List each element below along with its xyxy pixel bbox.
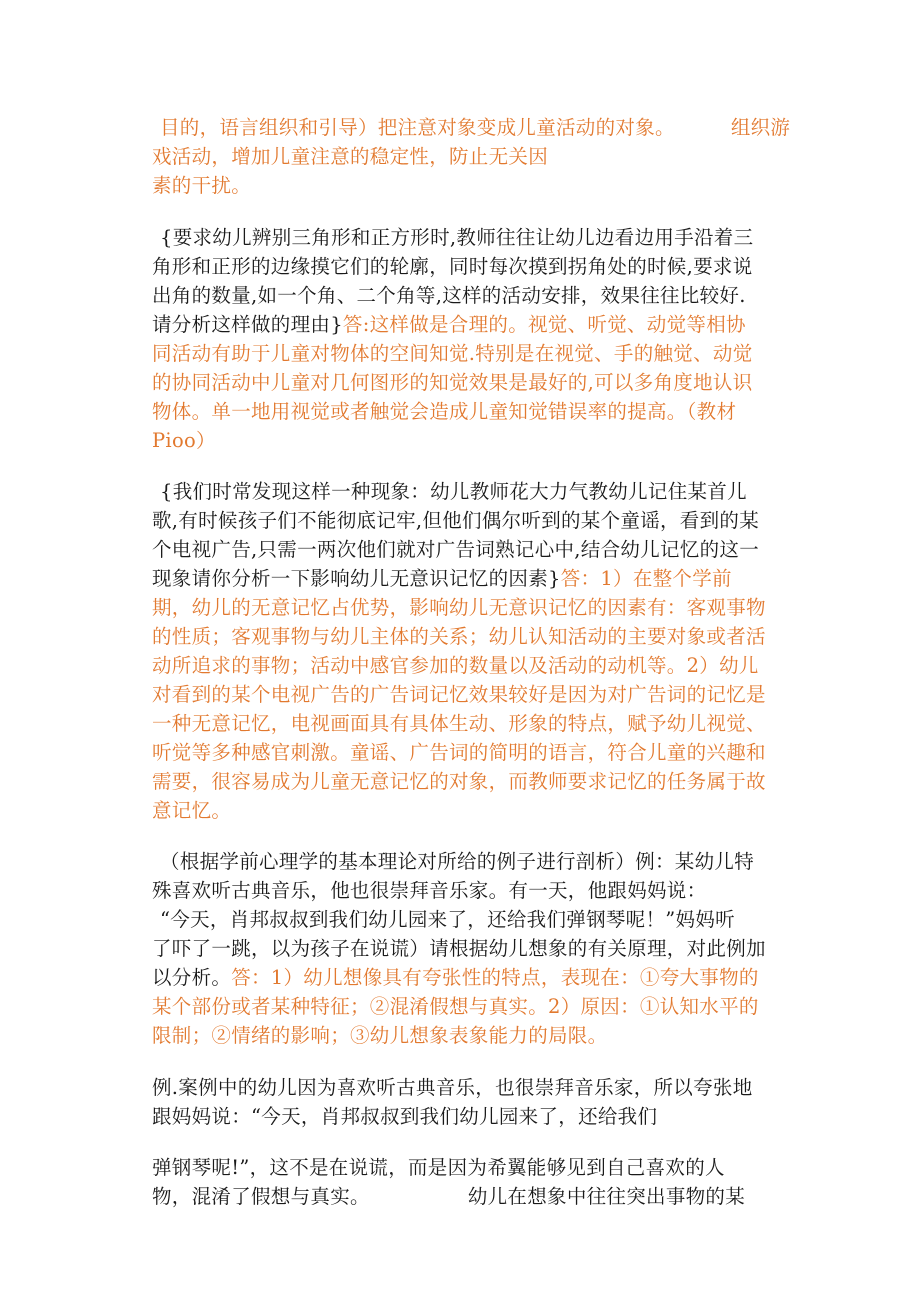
p2-question-line-3: 出角的数量,如一个角、二个角等,这样的活动安排，效果往往比较好. xyxy=(152,284,746,307)
p2-answer-line-3: 的协同活动中儿童对几何图形的知觉效果是最好的,可以多角度地认识 xyxy=(152,371,753,394)
p3-answer-line-7: 听觉等多种感官刺激。童谣、广告词的简明的语言，符合儿童的兴趣和 xyxy=(152,741,766,764)
p1-line-1-b: 组织游 xyxy=(730,116,791,139)
p3-question-line-2: 歌,有时候孩子们不能彻底记牢,但他们偶尔听到的某个童谣，看到的某 xyxy=(152,509,759,532)
p1-line-3: 素的干扰。 xyxy=(152,174,252,197)
p3-answer-line-3: 的性质；客观事物与幼儿主体的关系；幼儿认知活动的主要对象或者活 xyxy=(152,625,766,648)
p3-answer-line-5: 对看到的某个电视广告的广告词记忆效果较好是因为对广告词的记忆是 xyxy=(152,683,766,706)
p4-line-5 xyxy=(152,964,759,992)
p4-question-line-5: 以分析。 xyxy=(152,966,232,989)
p2-answer-line-2: 同活动有助于儿童对物体的空间知觉.特别是在视觉、手的触觉、动觉 xyxy=(152,342,753,365)
p4-answer-line-3: 限制；②情绪的影响；③幼儿想象表象能力的局限。 xyxy=(152,1024,608,1047)
p5-line-2: 跟妈妈说：“今天，肖邦叔叔到我们幼儿园来了，还给我们 xyxy=(152,1105,658,1128)
p3-question-line-1: {我们时常发现这样一种现象：幼儿教师花大力气教幼儿记住某首儿 xyxy=(160,480,747,503)
p3-answer-line-1: 答：1）在整个学前 xyxy=(560,567,732,590)
p3-question-line-4: 现象请你分析一下影响幼儿无意识记忆的因素} xyxy=(152,567,561,590)
p1-line-1-a: 目的，语言组织和引导）把注意对象变成儿童活动的对象。 xyxy=(160,116,675,139)
p2-question-line-4: 请分析这样做的理由} xyxy=(152,313,343,336)
p3-answer-line-6: 一种无意记忆，电视画面具有具体生动、形象的特点，赋予幼儿视觉、 xyxy=(152,712,766,735)
p4-question-line-4: 了吓了一跳，以为孩子在说谎）请根据幼儿想象的有关原理，对此例加 xyxy=(152,937,766,960)
p2-answer-line-1: 答:这样做是合理的。视觉、听觉、动觉等相协 xyxy=(342,313,746,336)
p3-answer-line-8: 需要，很容易成为儿童无意记忆的对象，而教师要求记忆的任务属于故 xyxy=(152,770,766,793)
p3-question-line-3: 个电视广告,只需一两次他们就对广告词熟记心中,结合幼儿记忆的这一 xyxy=(152,538,759,561)
p2-question-line-2: 角形和正形的边缘摸它们的轮廓，同时每次摸到拐角处的时候,要求说 xyxy=(152,255,753,278)
p2-question-line-1: {要求幼儿辨别三角形和正方形时,教师往往让幼儿边看边用手沿着三 xyxy=(160,226,754,249)
p3-answer-line-2: 期，幼儿的无意记忆占优势，影响幼儿无意识记忆的因素有：客观事物 xyxy=(152,596,766,619)
p1-line-2: 戏活动，增加儿童注意的稳定性，防止无关因 xyxy=(152,145,549,168)
p3-line-4 xyxy=(152,565,732,593)
p4-question-line-2: 殊喜欢听古典音乐，他也很崇拜音乐家。有一天，他跟妈妈说： xyxy=(152,879,707,902)
p4-question-line-1: （根据学前心理学的基本理论对所给的例子进行剖析）例：某幼儿特 xyxy=(160,850,755,873)
p4-answer-line-1: 答：1）幼儿想像具有夸张性的特点，表现在：①夸大事物的 xyxy=(231,966,759,989)
p1-line-1 xyxy=(160,114,790,142)
p6-line-2-b: 幼儿在想象中往往突出事物的某 xyxy=(467,1185,746,1208)
p5-line-1: 例.案例中的幼儿因为喜欢听古典音乐，也很崇拜音乐家，所以夸张地 xyxy=(152,1076,753,1099)
p6-line-1: 弹钢琴呢!”，这不是在说谎，而是因为希翼能够见到自己喜欢的人 xyxy=(152,1156,725,1179)
p2-line-4 xyxy=(152,311,746,339)
p6-line-2-a: 物，混淆了假想与真实。 xyxy=(152,1185,370,1208)
p4-answer-line-2: 某个部份或者某种特征；②混淆假想与真实。2）原因：①认知水平的 xyxy=(152,995,759,1018)
p3-answer-line-4: 动所追求的事物；活动中感官参加的数量以及活动的动机等。2）幼儿 xyxy=(152,654,759,677)
p3-answer-line-9: 意记忆。 xyxy=(152,799,232,822)
p6-line-2 xyxy=(152,1183,745,1211)
p2-answer-line-5: Pioo） xyxy=(152,429,216,452)
p4-question-line-3: “今天，肖邦叔叔到我们幼儿园来了，还给我们弹钢琴呢！”妈妈听 xyxy=(160,908,735,931)
p2-answer-line-4: 物体。单一地用视觉或者触觉会造成儿童知觉错误率的提高。（教材 xyxy=(152,400,737,423)
